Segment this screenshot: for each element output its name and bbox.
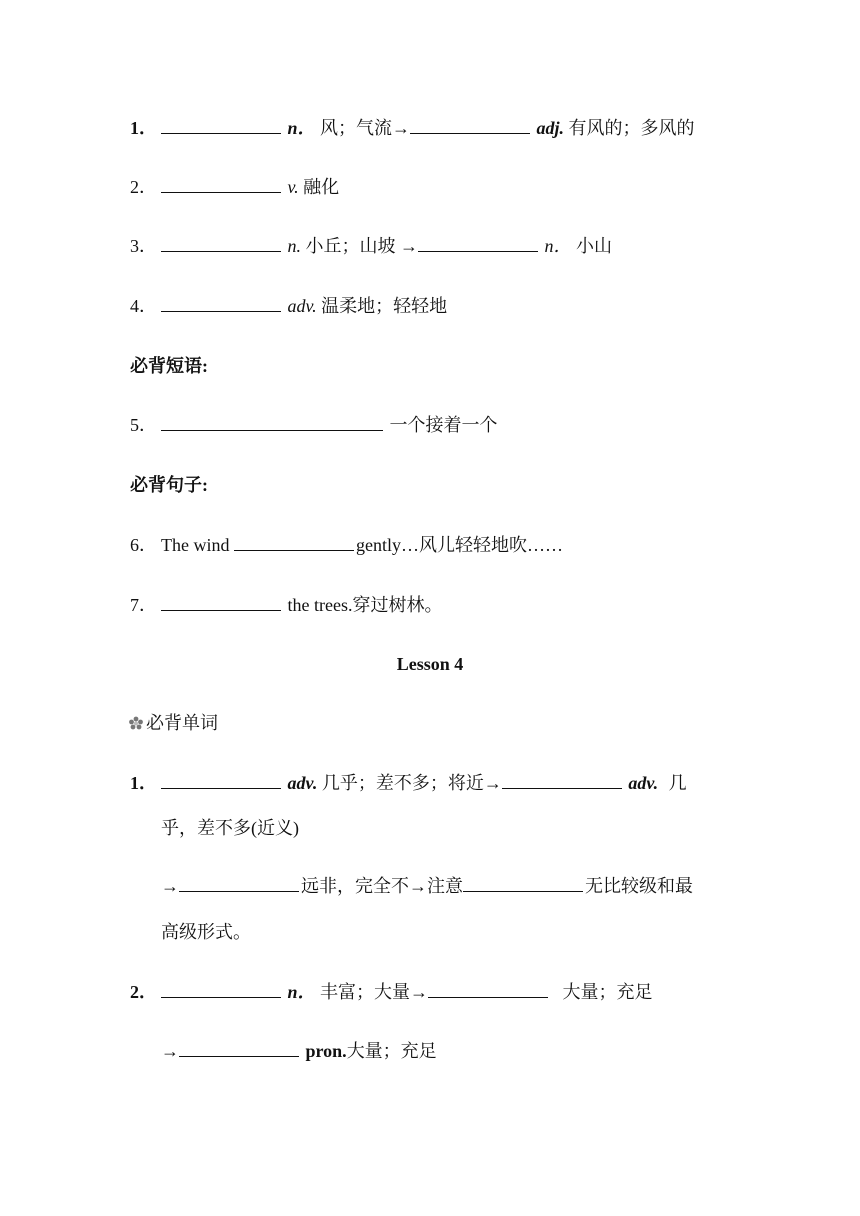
note-continued: 高级形式。: [161, 922, 251, 942]
answer-blank[interactable]: [418, 234, 538, 252]
answer-blank[interactable]: [234, 533, 354, 551]
sentence-start: The wind: [161, 535, 230, 555]
answer-blank[interactable]: [161, 413, 383, 431]
definition: 风；气流→: [320, 118, 411, 138]
item-number: 2．: [130, 177, 157, 197]
definition: 温柔地；轻轻地: [321, 296, 448, 316]
arrow: →: [161, 876, 179, 896]
sentence-end: the trees.穿过树林。: [287, 595, 443, 615]
answer-blank[interactable]: [161, 234, 281, 252]
part-of-speech: adj.: [536, 118, 565, 138]
definition: 几: [668, 773, 687, 793]
item-4: [130, 294, 447, 318]
part-of-speech: adv.: [628, 773, 659, 793]
answer-blank[interactable]: [463, 874, 583, 892]
answer-blank[interactable]: [161, 294, 281, 312]
part-of-speech: adv.: [287, 773, 318, 793]
sentence-end: gently…风儿轻轻地吹……: [355, 535, 563, 555]
answer-blank[interactable]: [428, 980, 548, 998]
phrase-heading: 必背短语:: [130, 356, 208, 376]
definition: 几乎；差不多；将近→: [321, 773, 502, 793]
item-7: [130, 593, 442, 617]
answer-blank[interactable]: [161, 175, 281, 193]
definition: 丰富；大量→: [320, 982, 429, 1002]
definition: 大量；充足: [562, 982, 653, 1002]
lesson4-item-1: [130, 771, 687, 795]
item-3: [130, 234, 612, 258]
lesson4-item-2-note: [161, 1039, 437, 1063]
item-number: 2．: [130, 982, 157, 1002]
note-text: 远非，完全不→注意: [301, 876, 463, 896]
part-of-speech: n．: [287, 982, 316, 1002]
lesson-title: Lesson 4: [396, 654, 464, 674]
item-2: [130, 175, 339, 199]
arrow: →: [161, 1041, 179, 1061]
definition: 一个接着一个: [389, 415, 498, 435]
answer-blank[interactable]: [179, 874, 299, 892]
part-of-speech: n．: [544, 236, 572, 256]
sentence-heading: 必背句子:: [130, 475, 208, 495]
note-text: 无比较级和最: [585, 876, 693, 896]
part-of-speech: adv.: [287, 296, 317, 316]
definition: 融化: [303, 177, 340, 197]
item-number: 1．: [130, 118, 157, 138]
definition: 小山: [576, 236, 612, 256]
item-number: 5．: [130, 415, 157, 435]
definition: 有风的；多风的: [568, 118, 695, 138]
definition: 小丘；山坡 →: [305, 236, 418, 256]
part-of-speech: n．: [287, 118, 316, 138]
item-number: 3．: [130, 236, 157, 256]
item-number: 7．: [130, 595, 157, 615]
flower-icon: [128, 716, 144, 730]
word-heading-row: [128, 711, 218, 735]
item-1: [130, 116, 695, 140]
lesson4-item-2: [130, 980, 653, 1004]
definition-continued: 乎，差不多(近义): [161, 818, 299, 838]
item-6: [130, 533, 563, 557]
item-number: 1．: [130, 773, 157, 793]
answer-blank[interactable]: [161, 593, 281, 611]
word-heading: 必背单词: [146, 713, 218, 733]
item-5: [130, 413, 498, 437]
answer-blank[interactable]: [502, 771, 622, 789]
item-number: 6．: [130, 535, 157, 555]
part-of-speech: pron.: [305, 1041, 347, 1061]
answer-blank[interactable]: [161, 980, 281, 998]
answer-blank[interactable]: [179, 1039, 299, 1057]
part-of-speech: n.: [287, 236, 301, 256]
answer-blank[interactable]: [410, 116, 530, 134]
lesson4-item-1-note: [161, 874, 693, 898]
part-of-speech: v.: [287, 177, 299, 197]
answer-blank[interactable]: [161, 116, 281, 134]
definition: 大量；充足: [346, 1041, 437, 1061]
item-number: 4．: [130, 296, 157, 316]
answer-blank[interactable]: [161, 771, 281, 789]
